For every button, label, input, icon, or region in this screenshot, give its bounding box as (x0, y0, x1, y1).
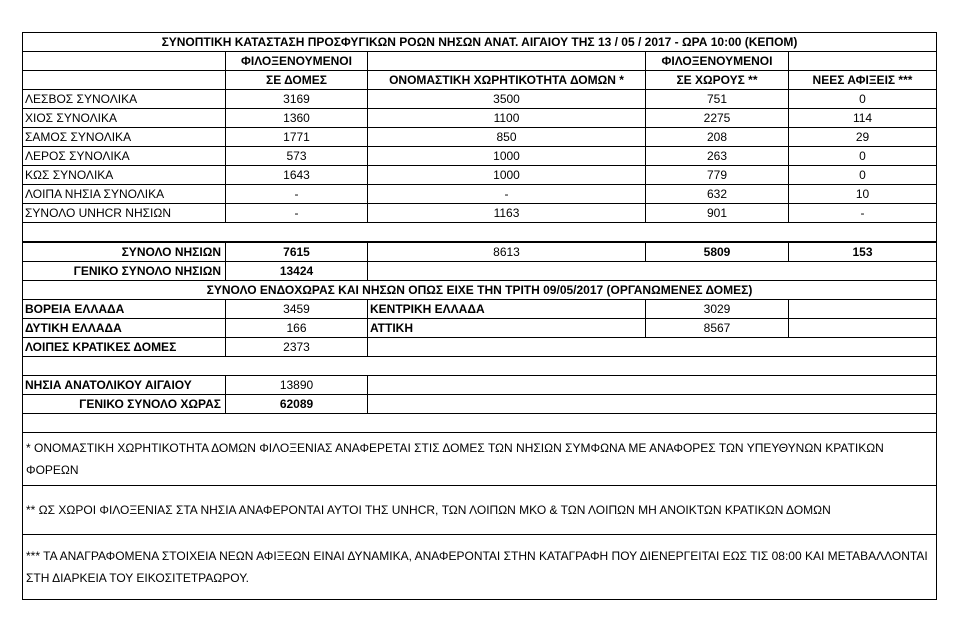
refugee-flows-report (22, 32, 936, 612)
arrivals-value: 0 (789, 166, 937, 185)
arrivals-value: 0 (789, 90, 937, 109)
islands-total-row (23, 242, 937, 262)
spaces-value: 901 (646, 204, 789, 223)
mainland-row-2 (23, 319, 937, 338)
header-hosted-structures-2: ΣΕ ΔΟΜΕΣ (226, 71, 368, 90)
hosted-value: - (226, 204, 368, 223)
hosted-value: 1643 (226, 166, 368, 185)
header-hosted-spaces-2: ΣΕ ΧΩΡΟΥΣ ** (646, 71, 789, 90)
mainland-title: ΣΥΝΟΛΟ ΕΝΔΟΧΩΡΑΣ ΚΑΙ ΝΗΣΩΝ ΟΠΩΣ ΕΙΧΕ ΤΗΝ ΤΡΙΤΗ 09/05/2017 (ΟΡΓΑΝΩΜΕΝΕΣ ΔΟΜΕΣ) (23, 281, 937, 300)
spacer-row (23, 357, 937, 376)
header-row-1 (23, 52, 937, 71)
arrivals-value: 10 (789, 185, 937, 204)
other-state-structures-value: 2373 (226, 338, 368, 357)
attica-label: ΑΤΤΙΚΗ (368, 319, 646, 338)
aegean-label: ΝΗΣΙΑ ΑΝΑΤΟΛΙΚΟΥ ΑΙΓΑΙΟΥ (23, 376, 226, 395)
footnote-arrivals: *** ΤΑ ΑΝΑΓΡΑΦΟΜΕΝΑ ΣΤΟΙΧΕΙΑ ΝΕΩΝ ΑΦΙΞΕΩΝ ΕΙΝΑΙ ΔΥΝΑΜΙΚΑ, ΑΝΑΦΕΡΟΝΤΑΙ ΣΤΗΝ ΚΑΤΑΓΡΑΦΗ ΠΟΥ ΔΙΕΝΕΡΓΕΙΤΑΙ ΕΩΣ ΤΙΣ 08:00 ΚΑΙ ΜΕΤΑΒΑΛΛΟΝΤΑΙ ΣΤΗ ΔΙΑΡΚΕΙΑ ΤΟΥ ΕΙΚΟΣΙΤΕΤΡΑΩΡΟΥ. (23, 535, 937, 600)
west-greece-label: ΔΥΤΙΚΗ ΕΛΛΑΔΑ (23, 319, 226, 338)
country-total-row (23, 395, 937, 414)
arrivals-value: - (789, 204, 937, 223)
hosted-value: 1771 (226, 128, 368, 147)
arrivals-value: 29 (789, 128, 937, 147)
spacer-row (23, 223, 937, 243)
header-row-2 (23, 71, 937, 90)
table-row (23, 166, 937, 185)
table-row (23, 147, 937, 166)
islands-total-capacity: 8613 (368, 242, 646, 262)
island-name: ΚΩΣ ΣΥΝΟΛΙΚΑ (23, 166, 226, 185)
title-row (23, 33, 937, 52)
footnote-capacity: * ΟΝΟΜΑΣΤΙΚΗ ΧΩΡΗΤΙΚΟΤΗΤΑ ΔΟΜΩΝ ΦΙΛΟΞΕΝΙΑΣ ΑΝΑΦΕΡΕΤΑΙ ΣΤΙΣ ΔΟΜΕΣ ΤΩΝ ΝΗΣΙΩΝ ΣΥΜΦΩΝΑ ΜΕ ΑΝΑΦΟΡΕΣ ΤΩΝ ΥΠΕΥΘΥΝΩΝ ΚΡΑΤΙΚΩΝ ΦΟΡΕΩΝ (23, 433, 937, 486)
mainland-title-row (23, 281, 937, 300)
header-new-arrivals: ΝΕΕΣ ΑΦΙΞΕΙΣ *** (789, 71, 937, 90)
island-name: ΣΑΜΟΣ ΣΥΝΟΛΙΚΑ (23, 128, 226, 147)
capacity-value: 1000 (368, 147, 646, 166)
aegean-value: 13890 (226, 376, 368, 395)
arrivals-value: 0 (789, 147, 937, 166)
capacity-value: 1100 (368, 109, 646, 128)
header-hosted-structures-1: ΦΙΛΟΞΕΝΟΥΜΕΝΟΙ (226, 52, 368, 71)
country-total-value: 62089 (226, 395, 368, 414)
central-greece-value: 3029 (646, 300, 789, 319)
attica-value: 8567 (646, 319, 789, 338)
table-row (23, 204, 937, 223)
table-row (23, 109, 937, 128)
header-capacity: ΟΝΟΜΑΣΤΙΚΗ ΧΩΡΗΤΙΚΟΤΗΤΑ ΔΟΜΩΝ * (368, 71, 646, 90)
islands-grand-total-row (23, 262, 937, 281)
table-row (23, 128, 937, 147)
spaces-value: 751 (646, 90, 789, 109)
spaces-value: 779 (646, 166, 789, 185)
north-greece-value: 3459 (226, 300, 368, 319)
hosted-value: 3169 (226, 90, 368, 109)
island-name: ΛΕΡΟΣ ΣΥΝΟΛΙΚΑ (23, 147, 226, 166)
note-row (23, 433, 937, 486)
island-name: ΣΥΝΟΛΟ UNHCR ΝΗΣΙΩΝ (23, 204, 226, 223)
capacity-value: 850 (368, 128, 646, 147)
spacer-row (23, 414, 937, 433)
capacity-value: 1000 (368, 166, 646, 185)
islands-total-arrivals: 153 (789, 242, 937, 262)
report-table (22, 32, 937, 600)
islands-total-label: ΣΥΝΟΛΟ ΝΗΣΙΩΝ (23, 242, 226, 262)
table-row (23, 185, 937, 204)
arrivals-value: 114 (789, 109, 937, 128)
islands-grand-total-label: ΓΕΝΙΚΟ ΣΥΝΟΛΟ ΝΗΣΙΩΝ (23, 262, 226, 281)
mainland-row-1 (23, 300, 937, 319)
capacity-value: 1163 (368, 204, 646, 223)
islands-grand-total-value: 13424 (226, 262, 368, 281)
central-greece-label: ΚΕΝΤΡΙΚΗ ΕΛΛΑΔΑ (368, 300, 646, 319)
capacity-value: - (368, 185, 646, 204)
islands-total-hosted: 7615 (226, 242, 368, 262)
capacity-value: 3500 (368, 90, 646, 109)
west-greece-value: 166 (226, 319, 368, 338)
table-row (23, 90, 937, 109)
spaces-value: 632 (646, 185, 789, 204)
report-title: ΣΥΝΟΠΤΙΚΗ ΚΑΤΑΣΤΑΣΗ ΠΡΟΣΦΥΓΙΚΩΝ ΡΟΩΝ ΝΗΣΩΝ ΑΝΑΤ. ΑΙΓΑΙΟΥ ΤΗΣ 13 / 05 / 2017 - ΩΡΑ 10:00 (ΚΕΠΟΜ) (23, 33, 937, 52)
north-greece-label: ΒΟΡΕΙΑ ΕΛΛΑΔΑ (23, 300, 226, 319)
aegean-row (23, 376, 937, 395)
other-state-structures-label: ΛΟΙΠΕΣ ΚΡΑΤΙΚΕΣ ΔΟΜΕΣ (23, 338, 226, 357)
island-name: ΛΕΣΒΟΣ ΣΥΝΟΛΙΚΑ (23, 90, 226, 109)
note-row (23, 535, 937, 600)
mainland-row-3 (23, 338, 937, 357)
hosted-value: 573 (226, 147, 368, 166)
spaces-value: 208 (646, 128, 789, 147)
island-name: ΧΙΟΣ ΣΥΝΟΛΙΚΑ (23, 109, 226, 128)
island-name: ΛΟΙΠΑ ΝΗΣΙΑ ΣΥΝΟΛΙΚΑ (23, 185, 226, 204)
note-row (23, 486, 937, 535)
hosted-value: - (226, 185, 368, 204)
country-total-label: ΓΕΝΙΚΟ ΣΥΝΟΛΟ ΧΩΡΑΣ (23, 395, 226, 414)
header-hosted-spaces-1: ΦΙΛΟΞΕΝΟΥΜΕΝΟΙ (646, 52, 789, 71)
spaces-value: 2275 (646, 109, 789, 128)
islands-total-spaces: 5809 (646, 242, 789, 262)
hosted-value: 1360 (226, 109, 368, 128)
spaces-value: 263 (646, 147, 789, 166)
footnote-spaces: ** ΩΣ ΧΩΡΟΙ ΦΙΛΟΞΕΝΙΑΣ ΣΤΑ ΝΗΣΙΑ ΑΝΑΦΕΡΟΝΤΑΙ ΑΥΤΟΙ ΤΗΣ UNHCR, ΤΩΝ ΛΟΙΠΩΝ ΜΚΟ & ΤΩΝ ΛΟΙΠΩΝ ΜΗ ΑΝΟΙΚΤΩΝ ΚΡΑΤΙΚΩΝ ΔΟΜΩΝ (23, 486, 937, 535)
